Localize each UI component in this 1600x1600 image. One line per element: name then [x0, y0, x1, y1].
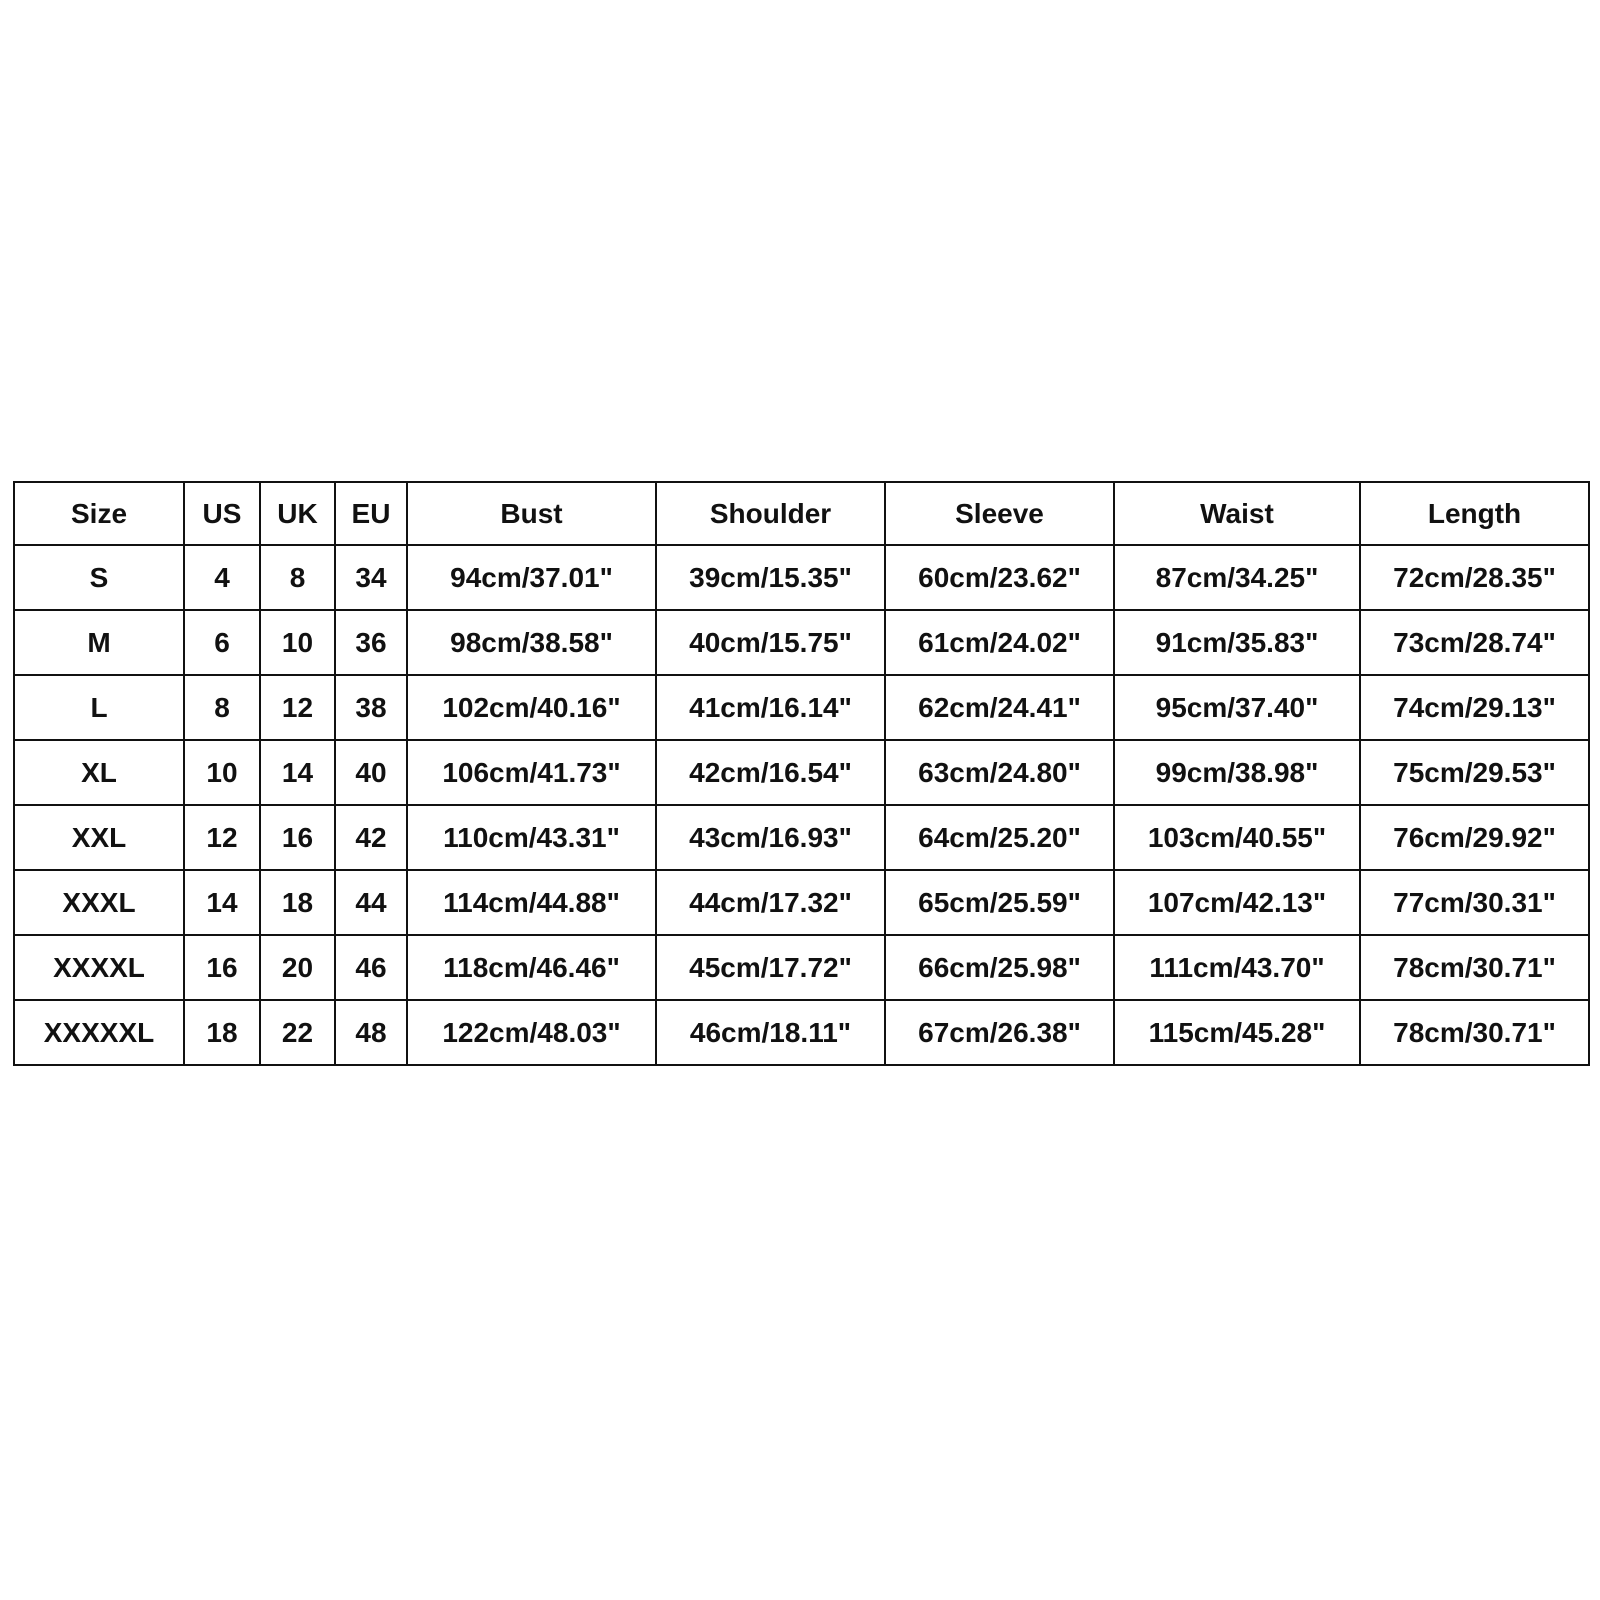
cell-us: 8: [184, 675, 260, 740]
cell-eu: 36: [335, 610, 407, 675]
cell-eu: 38: [335, 675, 407, 740]
cell-waist: 91cm/35.83": [1114, 610, 1360, 675]
cell-eu: 44: [335, 870, 407, 935]
header-eu: EU: [335, 482, 407, 545]
cell-us: 10: [184, 740, 260, 805]
cell-waist: 111cm/43.70": [1114, 935, 1360, 1000]
cell-uk: 22: [260, 1000, 335, 1065]
cell-uk: 10: [260, 610, 335, 675]
table-row: [14, 610, 1589, 675]
cell-eu: 42: [335, 805, 407, 870]
cell-eu: 46: [335, 935, 407, 1000]
cell-uk: 14: [260, 740, 335, 805]
cell-size: XXXXL: [14, 935, 184, 1000]
cell-sleeve: 63cm/24.80": [885, 740, 1114, 805]
cell-shoulder: 46cm/18.11": [656, 1000, 885, 1065]
cell-uk: 16: [260, 805, 335, 870]
table-row: [14, 805, 1589, 870]
cell-size: XXXXXL: [14, 1000, 184, 1065]
cell-shoulder: 40cm/15.75": [656, 610, 885, 675]
size-table: [13, 481, 1590, 1066]
header-sleeve: Sleeve: [885, 482, 1114, 545]
cell-sleeve: 61cm/24.02": [885, 610, 1114, 675]
table-row: [14, 545, 1589, 610]
cell-eu: 34: [335, 545, 407, 610]
cell-waist: 95cm/37.40": [1114, 675, 1360, 740]
cell-waist: 115cm/45.28": [1114, 1000, 1360, 1065]
cell-length: 77cm/30.31": [1360, 870, 1589, 935]
cell-uk: 20: [260, 935, 335, 1000]
header-row: [14, 482, 1589, 545]
cell-length: 78cm/30.71": [1360, 935, 1589, 1000]
cell-waist: 87cm/34.25": [1114, 545, 1360, 610]
header-length: Length: [1360, 482, 1589, 545]
cell-us: 4: [184, 545, 260, 610]
cell-size: XXL: [14, 805, 184, 870]
cell-size: L: [14, 675, 184, 740]
cell-sleeve: 67cm/26.38": [885, 1000, 1114, 1065]
cell-size: M: [14, 610, 184, 675]
cell-length: 73cm/28.74": [1360, 610, 1589, 675]
cell-size: XXXL: [14, 870, 184, 935]
cell-uk: 8: [260, 545, 335, 610]
table-row: [14, 1000, 1589, 1065]
cell-sleeve: 64cm/25.20": [885, 805, 1114, 870]
cell-us: 6: [184, 610, 260, 675]
cell-bust: 122cm/48.03": [407, 1000, 656, 1065]
cell-bust: 102cm/40.16": [407, 675, 656, 740]
cell-bust: 110cm/43.31": [407, 805, 656, 870]
cell-length: 74cm/29.13": [1360, 675, 1589, 740]
cell-uk: 18: [260, 870, 335, 935]
table-row: [14, 935, 1589, 1000]
cell-length: 76cm/29.92": [1360, 805, 1589, 870]
cell-eu: 48: [335, 1000, 407, 1065]
cell-bust: 94cm/37.01": [407, 545, 656, 610]
cell-shoulder: 39cm/15.35": [656, 545, 885, 610]
cell-sleeve: 60cm/23.62": [885, 545, 1114, 610]
cell-shoulder: 41cm/16.14": [656, 675, 885, 740]
cell-shoulder: 44cm/17.32": [656, 870, 885, 935]
header-shoulder: Shoulder: [656, 482, 885, 545]
cell-size: S: [14, 545, 184, 610]
cell-length: 72cm/28.35": [1360, 545, 1589, 610]
cell-shoulder: 42cm/16.54": [656, 740, 885, 805]
cell-uk: 12: [260, 675, 335, 740]
table-row: [14, 675, 1589, 740]
cell-size: XL: [14, 740, 184, 805]
cell-us: 12: [184, 805, 260, 870]
cell-bust: 114cm/44.88": [407, 870, 656, 935]
cell-bust: 106cm/41.73": [407, 740, 656, 805]
header-us: US: [184, 482, 260, 545]
cell-length: 75cm/29.53": [1360, 740, 1589, 805]
header-waist: Waist: [1114, 482, 1360, 545]
cell-waist: 107cm/42.13": [1114, 870, 1360, 935]
cell-sleeve: 65cm/25.59": [885, 870, 1114, 935]
size-chart: [13, 481, 1588, 1066]
cell-waist: 99cm/38.98": [1114, 740, 1360, 805]
cell-us: 18: [184, 1000, 260, 1065]
table-row: [14, 740, 1589, 805]
cell-sleeve: 62cm/24.41": [885, 675, 1114, 740]
header-size: Size: [14, 482, 184, 545]
cell-waist: 103cm/40.55": [1114, 805, 1360, 870]
cell-bust: 118cm/46.46": [407, 935, 656, 1000]
cell-eu: 40: [335, 740, 407, 805]
cell-us: 14: [184, 870, 260, 935]
cell-bust: 98cm/38.58": [407, 610, 656, 675]
cell-length: 78cm/30.71": [1360, 1000, 1589, 1065]
cell-us: 16: [184, 935, 260, 1000]
cell-shoulder: 43cm/16.93": [656, 805, 885, 870]
header-bust: Bust: [407, 482, 656, 545]
table-row: [14, 870, 1589, 935]
header-uk: UK: [260, 482, 335, 545]
cell-shoulder: 45cm/17.72": [656, 935, 885, 1000]
cell-sleeve: 66cm/25.98": [885, 935, 1114, 1000]
